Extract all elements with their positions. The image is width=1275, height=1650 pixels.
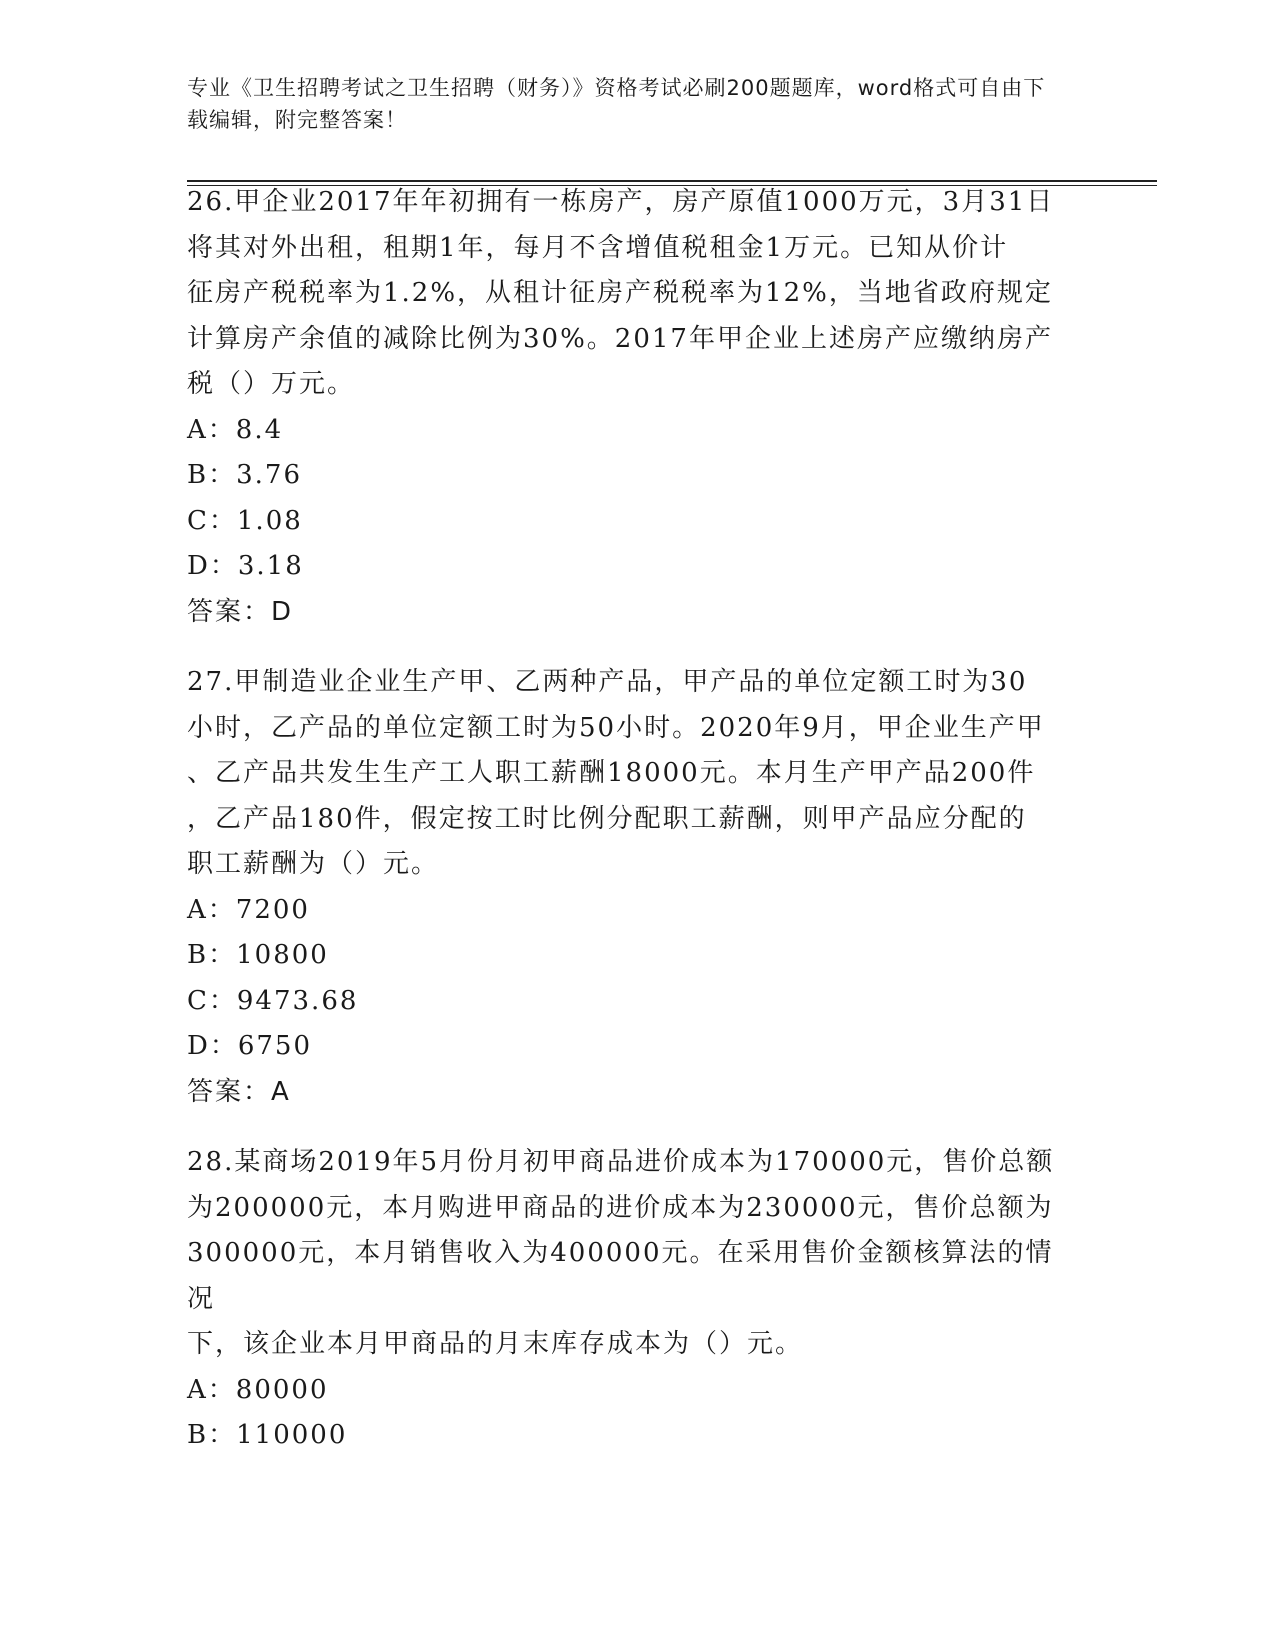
question-28 <box>187 1140 1077 1459</box>
option-a: A：8.4 <box>187 414 284 445</box>
answer: 答案：A <box>187 1076 291 1107</box>
question-stem-line: 为200000元，本月购进甲商品的进价成本为230000元，售价总额为 <box>187 1192 1054 1223</box>
answer: 答案：D <box>187 596 294 627</box>
question-stem-line: 、乙产品共发生生产工人职工薪酬18000元。本月生产甲产品200件 <box>187 758 1036 788</box>
question-26 <box>187 180 1077 635</box>
question-stem-line: 职工薪酬为（）元。 <box>187 849 440 879</box>
option-a: A：80000 <box>187 1374 329 1405</box>
question-stem-line: 税（）万元。 <box>187 369 356 399</box>
question-stem-line: ，乙产品180件，假定按工时比例分配职工薪酬，则甲产品应分配的 <box>187 803 1027 834</box>
question-stem-line: 小时，乙产品的单位定额工时为50小时。2020年9月，甲企业生产甲 <box>187 712 1045 743</box>
option-c: C：1.08 <box>187 505 303 536</box>
option-c: C：9473.68 <box>187 985 359 1016</box>
document-header <box>187 72 1067 136</box>
option-b: B：110000 <box>187 1420 348 1450</box>
question-stem-line: 征房产税税率为1.2%，从租计征房产税税率为12%，当地省政府规定 <box>187 278 1053 308</box>
question-27 <box>187 660 1077 1115</box>
option-d: D：6750 <box>187 1031 313 1061</box>
option-b: B：3.76 <box>187 460 302 490</box>
question-stem-line: 300000元，本月销售收入为400000元。在采用售价金额核算法的情况 <box>187 1238 1054 1314</box>
option-b: B：10800 <box>187 940 329 970</box>
question-stem-line: 27.甲制造业企业生产甲、乙两种产品，甲产品的单位定额工时为30 <box>187 667 1028 697</box>
option-d: D：3.18 <box>187 551 304 581</box>
question-stem-line: 28.某商场2019年5月份月初甲商品进价成本为170000元，售价总额 <box>187 1147 1055 1177</box>
question-stem-line: 下，该企业本月甲商品的月末库存成本为（）元。 <box>187 1329 804 1359</box>
question-stem-line: 将其对外出租，租期1年，每月不含增值税租金1万元。已知从价计 <box>187 232 1009 263</box>
question-stem-line: 26.甲企业2017年年初拥有一栋房产，房产原值1000万元，3月31日 <box>187 187 1055 217</box>
option-a: A：7200 <box>187 894 310 925</box>
header-title: 专业《卫生招聘考试之卫生招聘（财务）》资格考试必刷200题题库，word格式可自由下载编辑，附完整答案！ <box>187 76 1046 132</box>
question-stem-line: 计算房产余值的减除比例为30%。2017年甲企业上述房产应缴纳房产 <box>187 323 1053 354</box>
